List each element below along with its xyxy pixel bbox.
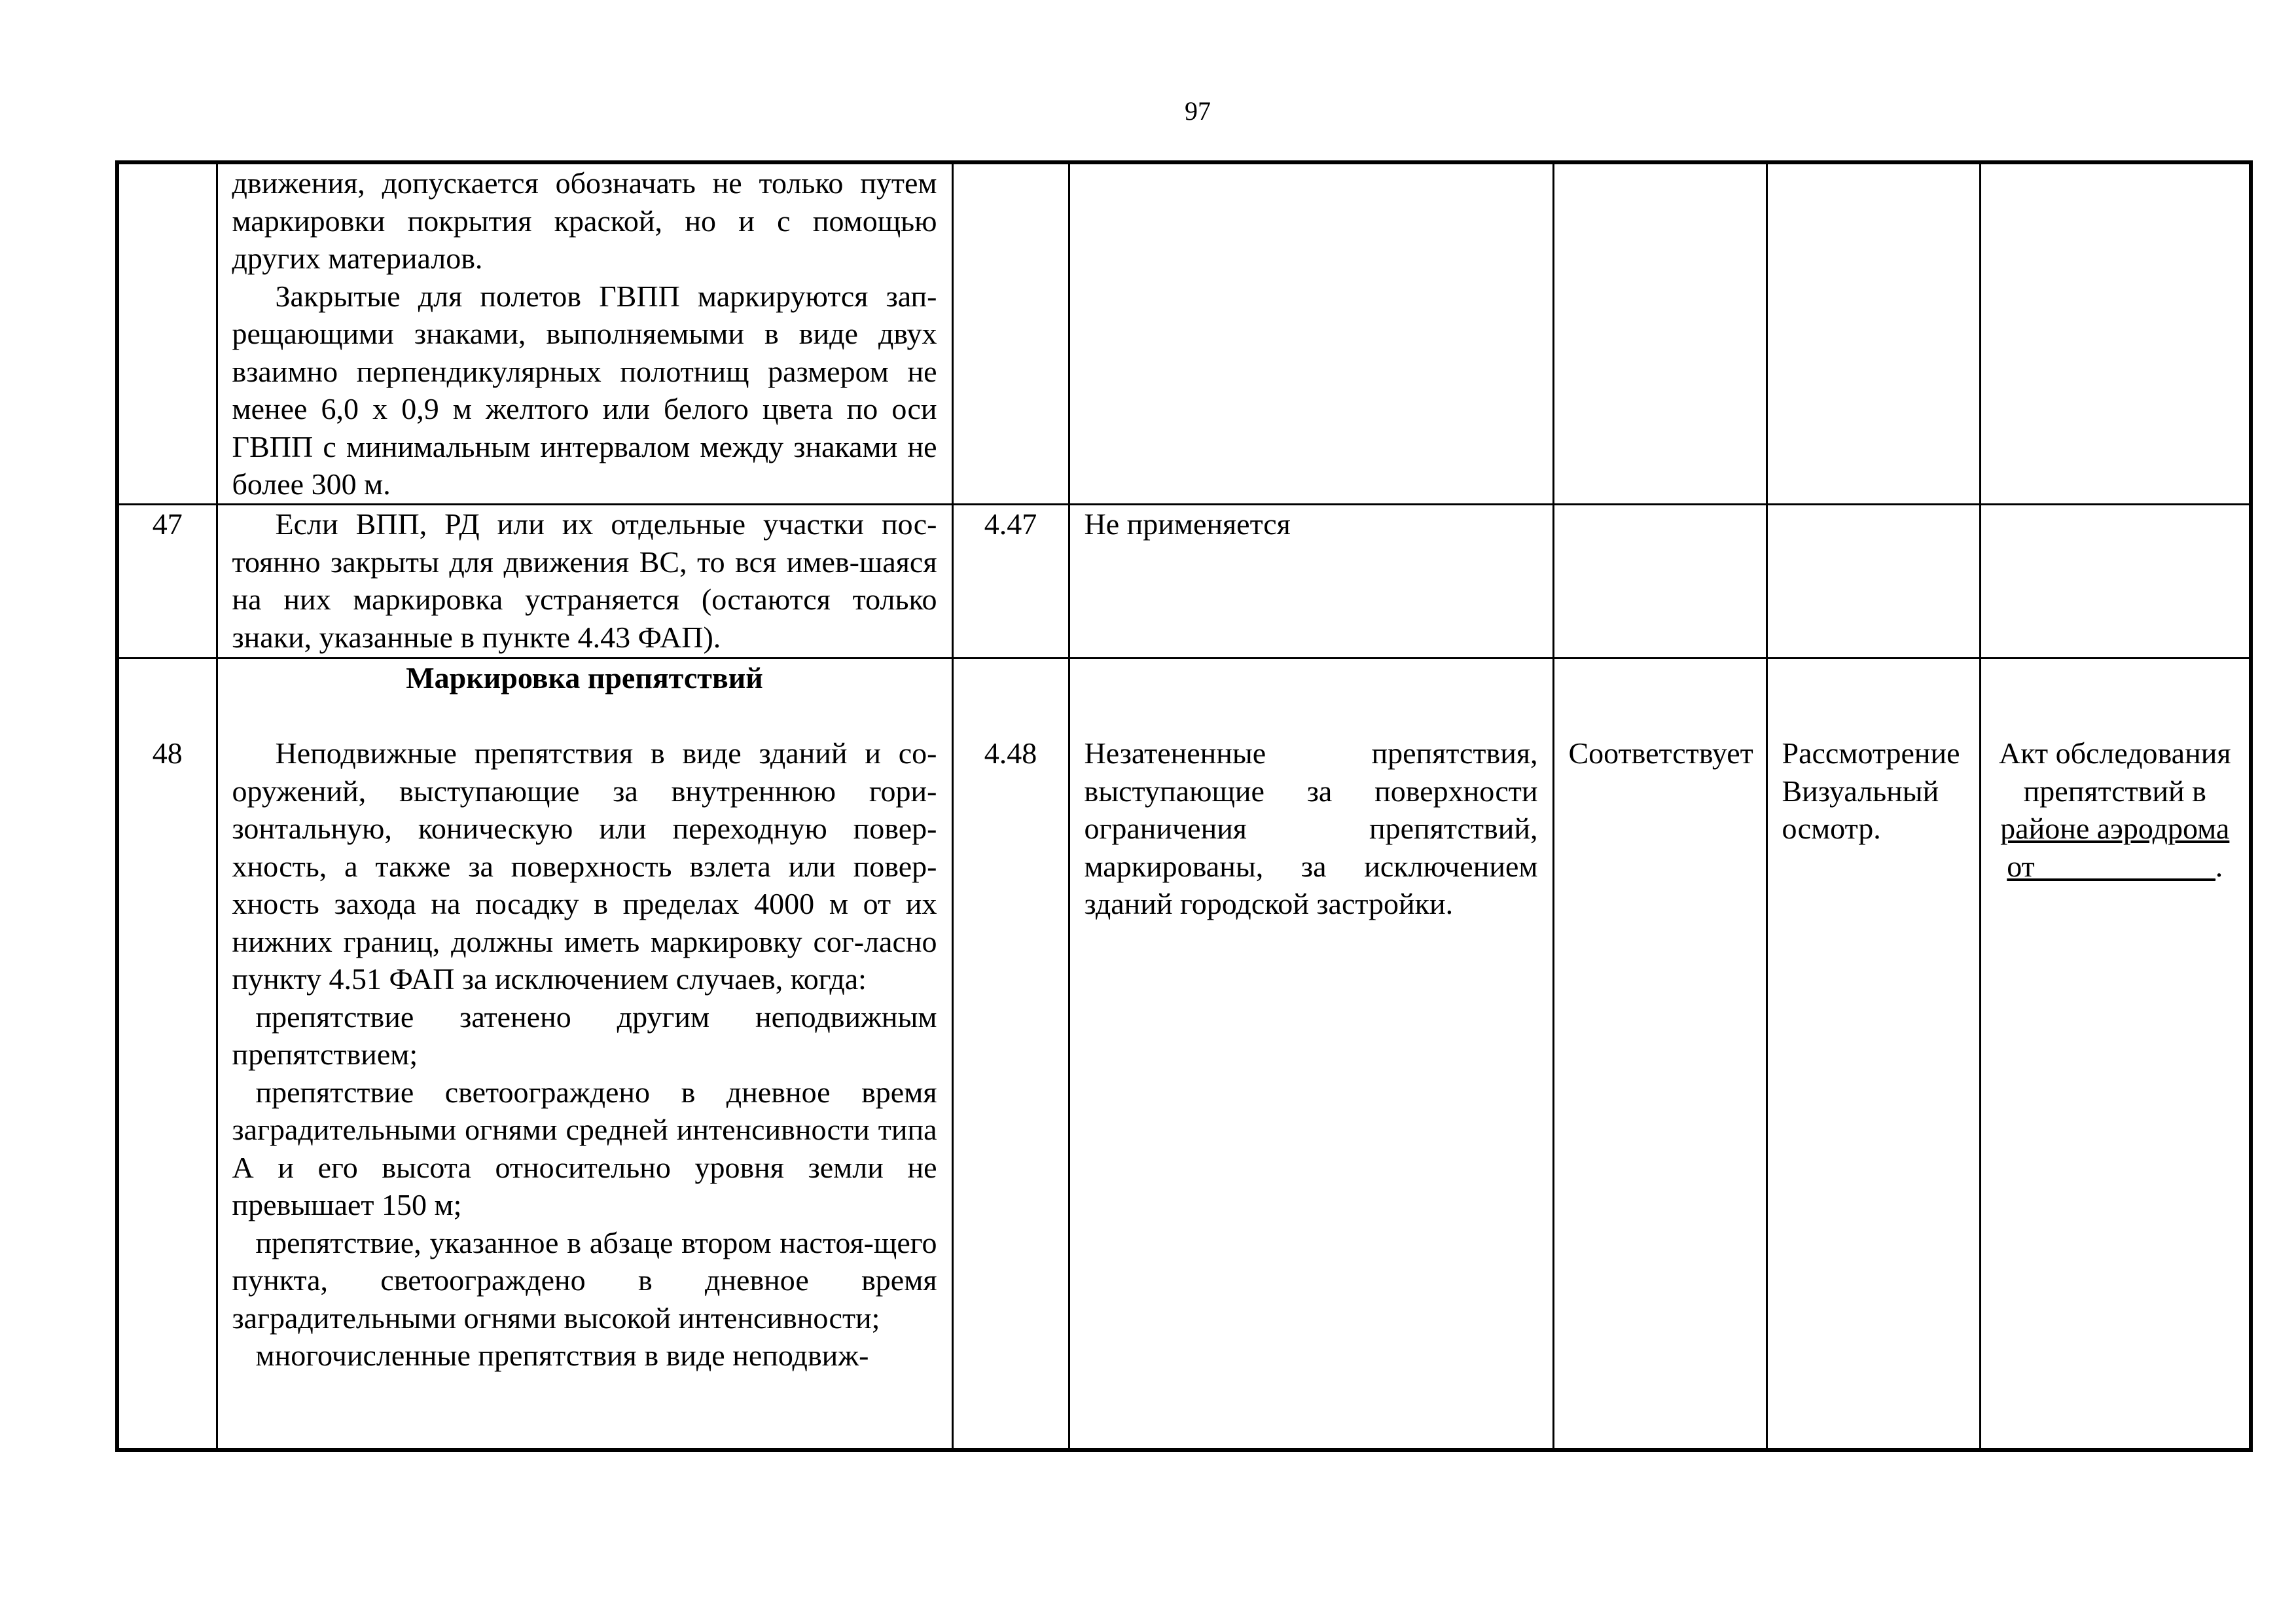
heading-spacer: [1085, 697, 1538, 735]
status-cell: [1553, 505, 1767, 659]
heading-spacer: [1569, 659, 1751, 697]
row-number-cell: [117, 162, 217, 505]
document-cell: [1980, 505, 2251, 659]
requirement-paragraph: препятствие светоограждено в дневное время заградительными огнями средней интенсивности типа А и его высота относительно уровня земли не превышает 150 м;: [232, 1075, 937, 1221]
heading-spacer: [1996, 659, 2235, 697]
method-line: Рассмотрение: [1782, 736, 1960, 770]
document-line-underlined: районе аэродрома: [2000, 812, 2230, 845]
document-cell: [1980, 162, 2251, 505]
heading-spacer: [134, 659, 202, 697]
heading-spacer: [1782, 697, 1965, 735]
method-line: Визуальный осмотр.: [1782, 774, 1939, 845]
status-cell: [1553, 659, 1767, 1451]
state-cell: [1069, 162, 1553, 505]
clause-cell: 4.47: [952, 505, 1069, 659]
state-cell: [1069, 659, 1553, 1451]
status-text: Соответствует: [1568, 736, 1753, 770]
state-text: Не применяется: [1084, 507, 1291, 541]
page-number: 97: [1185, 96, 1211, 126]
clause-number: 4.48: [984, 736, 1037, 770]
requirement-cell: [217, 162, 952, 505]
table-row-continued: [117, 162, 2251, 505]
heading-spacer: [134, 697, 202, 735]
heading-spacer: [1782, 659, 1965, 697]
requirement-cell: [217, 505, 952, 659]
row-number-cell: 47: [117, 505, 217, 659]
requirement-paragraph: Если ВПП, РД или их отдельные участки пос-тоянно закрыты для движения ВС, то вся имев-шаяся на них маркировка устраняется (остаются только знаки, указанные в пункте 4.43 ФАП).: [232, 507, 937, 654]
row-number: 48: [152, 736, 183, 770]
requirement-paragraph: препятствие затенено другим неподвижным препятствием;: [232, 1000, 937, 1071]
heading-spacer: [1996, 697, 2235, 735]
requirement-paragraph: Неподвижные препятствия в виде зданий и со-оружений, выступающие за внутреннюю гори-зонтальную, коническую или переходную повер-хность, а также за поверхность взлета или повер-хность захода на посадку в пределах 4000 м от их нижних границ, должны иметь маркировку сог-ласно пункту 4.51 ФАП за исключением случаев, когда:: [232, 736, 937, 996]
requirement-cell: [217, 659, 952, 1451]
state-cell: [1069, 505, 1553, 659]
heading-spacer: [1569, 697, 1751, 735]
requirement-paragraph: движения, допускается обозначать не только путем маркировки покрытия краской, но и с помощью других материалов.: [232, 166, 937, 275]
document-cell: [1980, 659, 2251, 1451]
method-cell: [1767, 505, 1980, 659]
table-row-47: [117, 505, 2251, 659]
clause-cell: [952, 162, 1069, 505]
requirement-paragraph: Закрытые для полетов ГВПП маркируются зап-рещающими знаками, выполняемыми в виде двух взаимно перпендикулярных полотнищ размером не менее 6,0 х 0,9 м желтого или белого цвета по оси ГВПП с минимальным интервалом между знаками не более 300 м.: [232, 279, 937, 501]
document-date-blank: от____________: [2007, 849, 2215, 883]
row-number-cell: [117, 659, 217, 1451]
section-heading: Маркировка препятствий: [406, 661, 763, 695]
clause-cell: [952, 659, 1069, 1451]
compliance-table: [115, 160, 2253, 1452]
method-cell: [1767, 659, 1980, 1451]
requirement-paragraph: препятствие, указанное в абзаце втором настоя-щего пункта, светоограждено в дневное время заградительными огнями высокой интенсивности;: [232, 1225, 937, 1335]
requirement-paragraph: многочисленные препятствия в виде неподвиж-: [255, 1339, 869, 1372]
table-row-48: [117, 659, 2251, 1451]
state-text: Незатененные препятствия, выступающие за поверхности ограничения препятствий, маркированы, за исключением зданий городской застройки.: [1084, 736, 1538, 920]
heading-spacer: [968, 697, 1054, 735]
heading-spacer: [1085, 659, 1538, 697]
method-cell: [1767, 162, 1980, 505]
document-date-line: [1996, 848, 2235, 886]
status-cell: [1553, 162, 1767, 505]
document-line: Акт обследования препятствий в: [1999, 736, 2231, 808]
heading-spacer: [968, 659, 1054, 697]
document-date-end: .: [2215, 849, 2223, 883]
